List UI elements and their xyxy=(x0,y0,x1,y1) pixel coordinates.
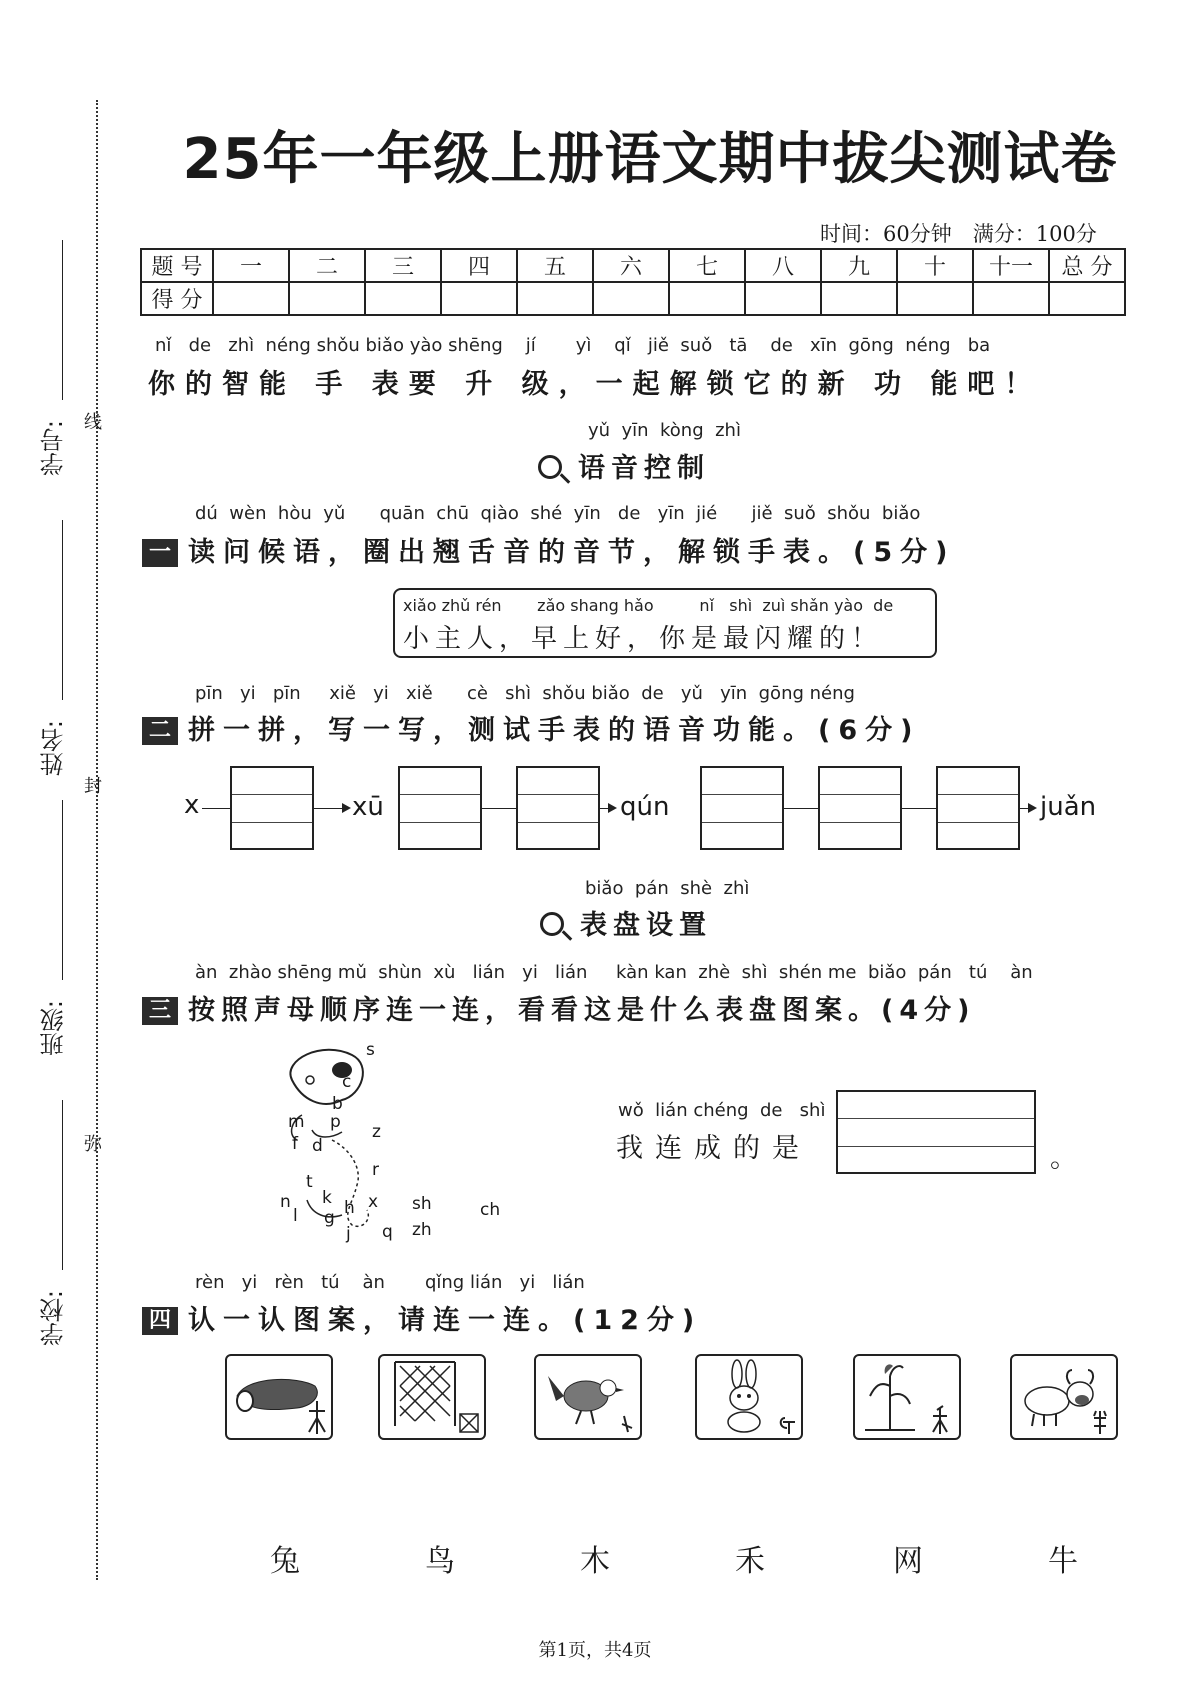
q1-heading xyxy=(142,530,955,569)
binding-word-line: 线 xyxy=(84,412,102,433)
wood-picture[interactable] xyxy=(225,1354,333,1440)
q2-number-badge: 二 xyxy=(142,717,178,745)
class-label: 班级: xyxy=(40,1000,68,1057)
score-cell[interactable] xyxy=(1049,282,1125,315)
net-picture[interactable] xyxy=(378,1354,486,1440)
q1-number-badge: 一 xyxy=(142,539,178,567)
score-cell[interactable] xyxy=(973,282,1049,315)
q2-target-juan: juǎn xyxy=(1040,792,1097,822)
dot-label-m: m xyxy=(288,1112,305,1132)
score-row-label: 得 分 xyxy=(141,282,213,315)
intro-text: 你的智能 手 表要 升 级，一起解锁它的新 功 能吧！ xyxy=(148,369,1042,400)
q2-writing-grid[interactable] xyxy=(516,766,600,850)
dot-label-sh: sh xyxy=(412,1194,432,1214)
dot-label-l: l xyxy=(293,1206,298,1226)
q3-pinyin: àn zhào shēng mǔ shùn xù lián yi lián kàn kan zhè shì shén me biǎo pán tú àn xyxy=(195,962,1033,983)
class-field xyxy=(36,1000,76,1056)
score-cell[interactable] xyxy=(517,282,593,315)
character-option[interactable]: 牛 xyxy=(1048,1544,1078,1579)
student-id-line[interactable] xyxy=(62,240,63,400)
q4-heading xyxy=(142,1298,702,1337)
ox-picture[interactable] xyxy=(1010,1354,1118,1440)
dot-label-h: h xyxy=(344,1198,355,1218)
dot-label-k: k xyxy=(322,1188,332,1208)
score-cell[interactable] xyxy=(821,282,897,315)
time-score-info: 时间：60分钟 满分：100分 xyxy=(820,222,1097,246)
dot-label-f: f xyxy=(292,1134,298,1154)
dot-label-r: r xyxy=(372,1160,379,1180)
bird-icon xyxy=(536,1356,640,1438)
header-cell: 题 号 xyxy=(141,249,213,282)
magnifier-icon xyxy=(538,455,562,479)
q3-answer-period: 。 xyxy=(1050,1143,1081,1174)
q2-connector xyxy=(784,808,818,809)
score-cell[interactable] xyxy=(593,282,669,315)
score-cell[interactable] xyxy=(289,282,365,315)
character-option[interactable]: 兔 xyxy=(270,1544,300,1579)
q2-start-letter: x xyxy=(184,790,200,820)
score-cell[interactable] xyxy=(441,282,517,315)
section-a-pinyin: yǔ yīn kòng zhì xyxy=(588,420,741,441)
score-cell[interactable] xyxy=(745,282,821,315)
q2-connector xyxy=(202,808,230,809)
q3-answer-pinyin: wǒ lián chéng de shì xyxy=(618,1100,826,1121)
class-line[interactable] xyxy=(62,800,63,980)
binding-dotted-line xyxy=(96,100,98,1580)
dot-label-t: t xyxy=(306,1172,313,1192)
dot-label-d: d xyxy=(312,1136,323,1156)
arrow-right-icon xyxy=(1028,803,1037,813)
score-table-header-row xyxy=(141,249,1125,282)
magnifier-icon xyxy=(540,912,564,936)
dot-label-s: s xyxy=(366,1040,375,1060)
rice-plant-icon xyxy=(855,1356,959,1438)
score-cell[interactable] xyxy=(669,282,745,315)
header-cell: 一 xyxy=(213,249,289,282)
q2-connector xyxy=(482,808,516,809)
section-b-pinyin: biǎo pán shè zhì xyxy=(585,878,750,899)
header-cell: 三 xyxy=(365,249,441,282)
ox-icon xyxy=(1012,1356,1116,1438)
header-cell: 总 分 xyxy=(1049,249,1125,282)
q3-text: 按照声母顺序连一连，看看这是什么表盘图案。(4分) xyxy=(188,995,976,1026)
q4-text: 认一认图案，请连一连。(12分) xyxy=(188,1305,703,1336)
dot-label-b: b xyxy=(332,1094,343,1114)
q2-target-xu: xū xyxy=(352,792,384,822)
intro-pinyin: nǐ de zhì néng shǒu biǎo yào shēng jí yì qǐ jiě suǒ tā de xīn gōng néng ba xyxy=(155,335,991,356)
character-option[interactable]: 木 xyxy=(580,1544,610,1579)
dot-label-z: z xyxy=(372,1122,381,1142)
dot-label-j: j xyxy=(346,1224,351,1244)
dot-label-zh: zh xyxy=(412,1220,432,1240)
page-title: 25年一年级上册语文期中拔尖测试卷 xyxy=(182,127,1118,192)
header-cell: 十一 xyxy=(973,249,1049,282)
score-cell[interactable] xyxy=(365,282,441,315)
q4-pinyin: rèn yi rèn tú àn qǐng lián yi lián xyxy=(195,1272,585,1293)
school-line[interactable] xyxy=(62,1100,63,1270)
name-line[interactable] xyxy=(62,520,63,700)
header-cell: 七 xyxy=(669,249,745,282)
dot-label-p: p xyxy=(330,1112,341,1132)
section-b-title: 表盘设置 xyxy=(580,910,712,941)
dot-label-ch: ch xyxy=(480,1200,501,1220)
score-table xyxy=(140,248,1126,316)
header-cell: 十 xyxy=(897,249,973,282)
arrow-right-icon xyxy=(608,803,617,813)
binding-word-mi: 弥 xyxy=(84,1134,102,1155)
header-cell: 二 xyxy=(289,249,365,282)
name-label: 姓名: xyxy=(40,720,68,777)
name-field xyxy=(36,720,76,776)
section-a-heading xyxy=(538,446,710,485)
header-cell: 四 xyxy=(441,249,517,282)
arrow-right-icon xyxy=(342,803,351,813)
section-b-heading xyxy=(540,903,712,942)
q3-answer-text: 我连成的是 xyxy=(616,1133,811,1164)
score-cell[interactable] xyxy=(213,282,289,315)
speech-box xyxy=(393,588,937,658)
q2-connector xyxy=(314,808,344,809)
rabbit-picture[interactable] xyxy=(695,1354,803,1440)
q2-connector xyxy=(902,808,936,809)
school-field xyxy=(36,1290,76,1346)
binding-word-seal: 封 xyxy=(84,776,102,797)
section-a-title: 语音控制 xyxy=(578,453,710,484)
q3-number-badge: 三 xyxy=(142,997,178,1025)
q2-writing-grid[interactable] xyxy=(230,766,314,850)
q2-text: 拼一拼，写一写，测试手表的语音功能。(6分) xyxy=(188,715,921,746)
header-cell: 八 xyxy=(745,249,821,282)
dot-label-x: x xyxy=(368,1192,379,1212)
character-option[interactable]: 网 xyxy=(893,1544,923,1579)
q3-heading xyxy=(142,988,975,1027)
q1-text: 读问候语，圈出翘舌音的音节，解锁手表。(5分) xyxy=(188,537,956,568)
header-cell: 五 xyxy=(517,249,593,282)
log-icon xyxy=(227,1356,331,1438)
school-label: 学校: xyxy=(40,1290,68,1347)
speech-pinyin: xiǎo zhǔ rén zǎo shang hǎo nǐ shì zuì shǎn yào de xyxy=(403,596,894,615)
header-cell: 六 xyxy=(593,249,669,282)
student-id-label: 学号: xyxy=(40,420,68,477)
q2-target-qun: qún xyxy=(620,792,670,822)
q2-pinyin: pīn yi pīn xiě yi xiě cè shì shǒu biǎo de yǔ yīn gōng néng xyxy=(195,683,855,704)
student-id-field xyxy=(36,420,76,476)
q2-heading xyxy=(142,708,920,747)
page-footer: 第1页，共4页 xyxy=(538,1640,652,1661)
score-table-score-row xyxy=(141,282,1125,315)
score-cell[interactable] xyxy=(897,282,973,315)
q4-number-badge: 四 xyxy=(142,1307,178,1335)
bird-picture[interactable] xyxy=(534,1354,642,1440)
dot-label-g: g xyxy=(324,1208,335,1228)
net-icon xyxy=(380,1356,484,1438)
character-option[interactable]: 禾 xyxy=(735,1544,765,1579)
q2-writing-grid[interactable] xyxy=(398,766,482,850)
dot-label-q: q xyxy=(382,1222,393,1242)
q1-pinyin: dú wèn hòu yǔ quān chū qiào shé yīn de yīn jié jiě suǒ shǒu biǎo xyxy=(195,503,921,524)
q3-answer-box[interactable] xyxy=(836,1090,1036,1174)
dot-label-n: n xyxy=(280,1192,291,1212)
q2-writing-grid[interactable] xyxy=(936,766,1020,850)
header-cell: 九 xyxy=(821,249,897,282)
q2-writing-grid[interactable] xyxy=(818,766,902,850)
speech-text[interactable]: 小主人，早上好，你是最闪耀的！ xyxy=(403,624,884,654)
q2-writing-grid[interactable] xyxy=(700,766,784,850)
grain-picture[interactable] xyxy=(853,1354,961,1440)
dot-label-c: c xyxy=(342,1072,352,1092)
character-option[interactable]: 鸟 xyxy=(425,1544,455,1579)
rabbit-icon xyxy=(697,1356,801,1438)
